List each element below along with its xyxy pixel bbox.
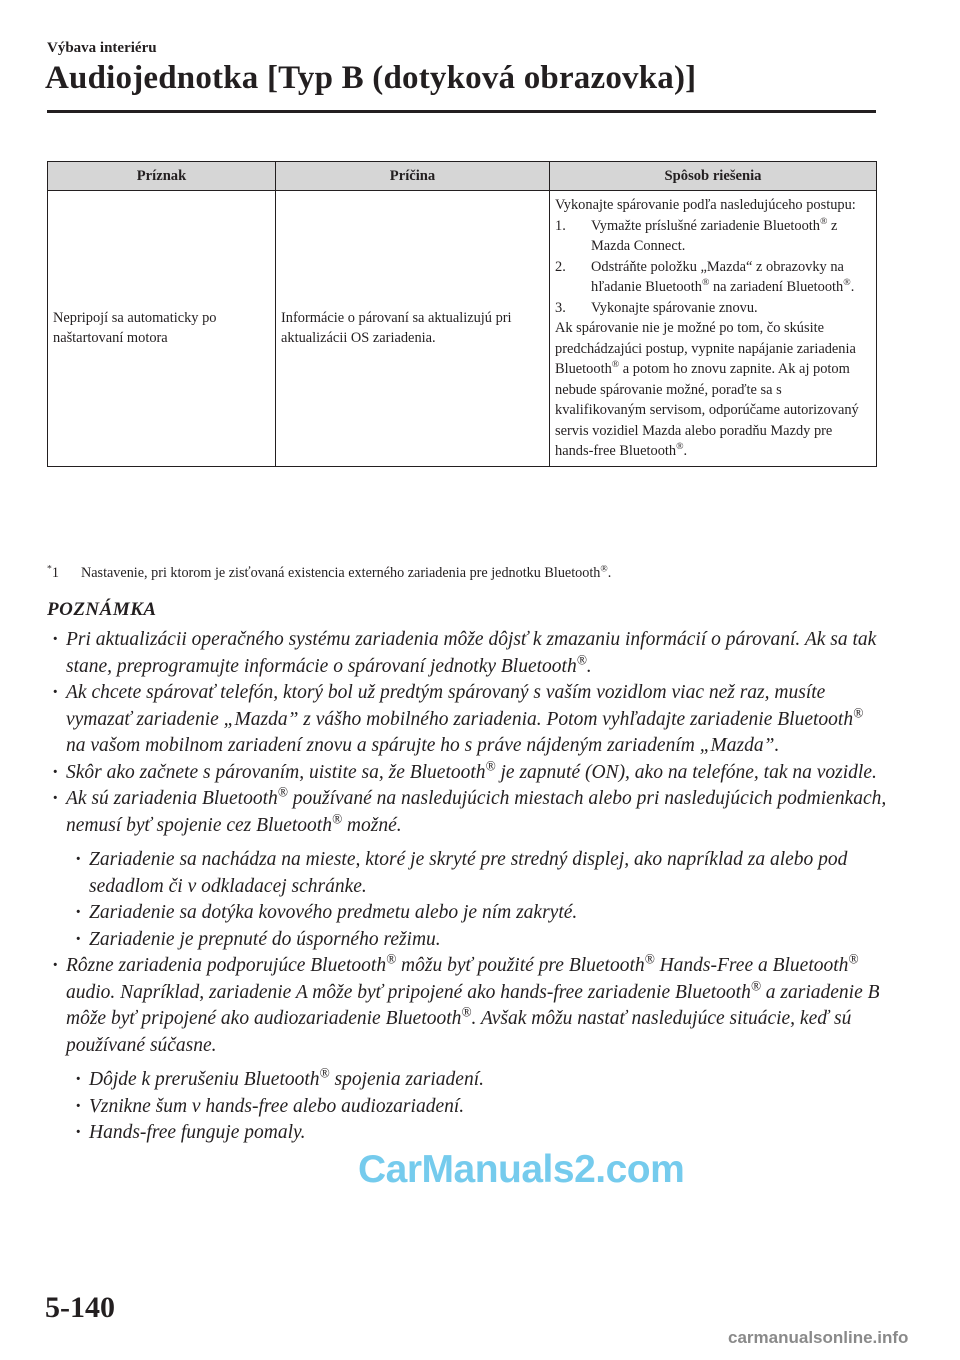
- step-number: 3.: [555, 299, 566, 316]
- note-subitem: · Hands-free funguje pomaly.: [70, 1120, 887, 1147]
- note-item: · Ak chcete spárovať telefón, ktorý bol už predtým spárovaný s vaším vozidlom viac než raz, musíte vymazať zariadenie „Mazda” z vášho mobilného zariadenia. Potom vyhľadajte zariadenie Bluetooth® na vašom mobilnom zariadení znovu a spárujte ho s práve nájdeným zariadením „Mazda”.: [47, 680, 887, 760]
- page-number: 5-140: [45, 1291, 115, 1324]
- registered-mark: ®: [843, 277, 851, 289]
- note-item: · Skôr ako začnete s párovaním, uistite sa, že Bluetooth® je zapnuté (ON), ako na telefóne, tak na vozidle.: [47, 760, 887, 787]
- registered-mark: ®: [701, 277, 710, 289]
- note-subitem: · Vznikne šum v hands-free alebo audiozariadení.: [70, 1094, 887, 1121]
- table-row: [48, 191, 877, 467]
- step-number: 2.: [555, 258, 566, 275]
- cause-cell: Informácie o párovaní sa aktualizujú pri aktualizácii OS zariadenia.: [276, 191, 550, 467]
- page-title: Audiojednotka [Typ B (dotyková obrazovka)]: [45, 60, 697, 96]
- step-number: 1.: [555, 217, 566, 234]
- solution-step: [555, 298, 871, 319]
- note-list: [47, 627, 887, 1147]
- solution-cell: [550, 191, 877, 467]
- step-text: Vykonajte spárovanie znovu.: [591, 299, 758, 316]
- note-subitem: · Dôjde k prerušeniu Bluetooth® spojenia zariadení.: [70, 1067, 887, 1094]
- solution-step: [555, 257, 871, 298]
- title-rule: [47, 110, 876, 113]
- table-header-row: [48, 162, 877, 191]
- watermark-logo: CarManuals2.com: [358, 1148, 685, 1191]
- troubleshooting-table: [47, 161, 877, 467]
- registered-mark: ®: [600, 563, 608, 575]
- registered-mark: ®: [819, 215, 828, 227]
- footnote: *1 Nastavenie, pri ktorom je zisťovaná existencia externého zariadenia pre jednotku Bluetooth®.: [47, 563, 612, 581]
- note-item: · Pri aktualizácii operačného systému zariadenia môže dôjsť k zmazaniu informácií o párovaní. Ak sa tak stane, preprogramujte informácie o spárovaní jednotky Bluetooth®.: [47, 627, 887, 680]
- section-label: Výbava interiéru: [47, 40, 157, 56]
- note-item: · Ak sú zariadenia Bluetooth® používané na nasledujúcich miestach alebo pri nasledujúcich podmienkach, nemusí byť spojenie cez Bluetooth® možné.: [47, 786, 887, 839]
- symptom-cell: Nepripojí sa automaticky po naštartovaní motora: [48, 191, 276, 467]
- note-subitem: · Zariadenie je prepnuté do úsporného režimu.: [70, 927, 887, 954]
- note-subitem: · Zariadenie sa nachádza na mieste, ktoré je skryté pre stredný displej, ako napríklad za alebo pod sedadlom či v odkladacej schránke.: [70, 847, 887, 900]
- footnote-marker: *1: [47, 563, 59, 581]
- solution-intro: Vykonajte spárovanie podľa nasledujúceho postupu:: [555, 197, 856, 213]
- note-heading: POZNÁMKA: [47, 599, 157, 620]
- registered-mark: ®: [676, 441, 684, 453]
- header-solution: Spôsob riešenia: [550, 162, 877, 191]
- header-cause: Príčina: [276, 162, 550, 191]
- solution-tail: Ak spárovanie nie je možné po tom, čo skúsite predchádzajúci postup, vypnite napájanie zariadenia Bluetooth® a potom ho znovu zapnite. Ak aj potom nebude spárovanie možné, poraďte sa s kvalifikovaným servisom, odporúčame autorizovaný servis vozidiel Mazda alebo poradňu Mazdy pre hands-free Bluetooth®.: [555, 320, 859, 459]
- registered-mark: ®: [611, 359, 620, 371]
- step-text: Vymažte príslušné zariadenie Bluetooth® z Mazda Connect.: [591, 215, 838, 254]
- header-symptom: Príznak: [48, 162, 276, 191]
- note-item: · Rôzne zariadenia podporujúce Bluetooth® môžu byť použité pre Bluetooth® Hands-Free a Bluetooth® audio. Napríklad, zariadenie A môže byť pripojené ako hands-free zariadenie Bluetooth® a zariadenie B môže byť pripojené ako audiozariadenie Bluetooth®. Avšak môžu nastať nasledujúce situácie, keď sú používané súčasne.: [47, 953, 887, 1059]
- solution-step: [555, 216, 871, 257]
- footer-watermark: carmanualsonline.info: [728, 1328, 909, 1347]
- note-subitem: · Zariadenie sa dotýka kovového predmetu alebo je ním zakryté.: [70, 900, 887, 927]
- step-text: Odstráňte položku „Mazda“ z obrazovky na hľadanie Bluetooth® na zariadení Bluetooth®.: [591, 258, 855, 295]
